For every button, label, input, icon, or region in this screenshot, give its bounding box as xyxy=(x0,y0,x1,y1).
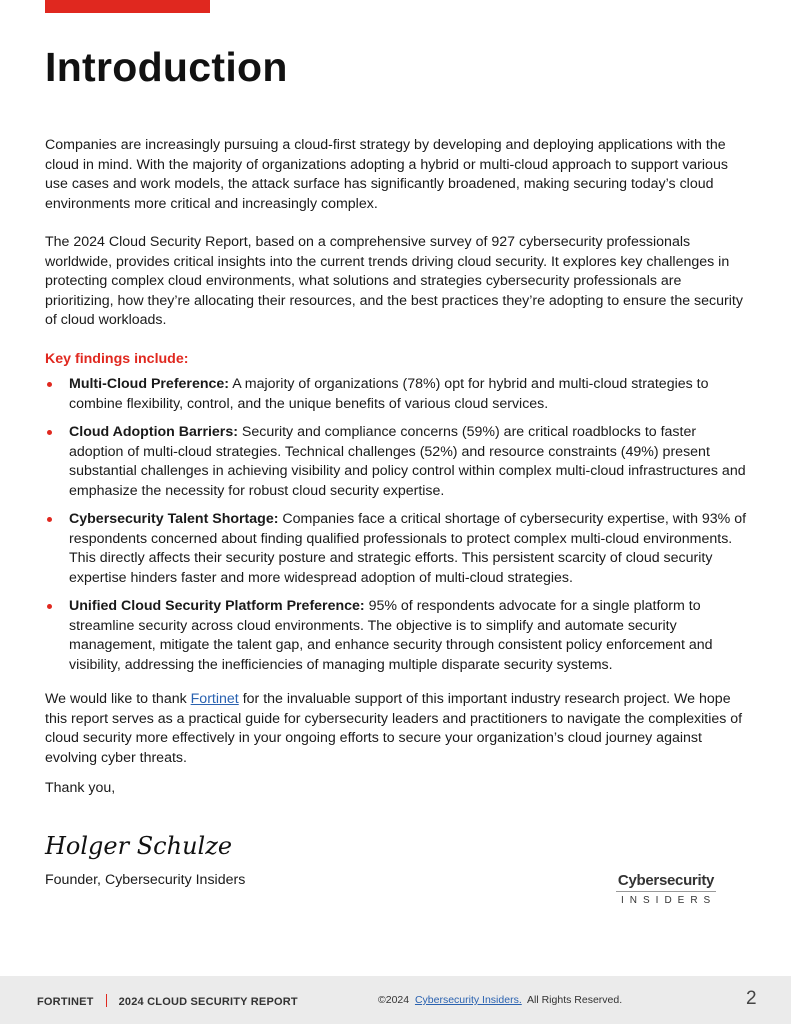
list-item xyxy=(45,423,750,501)
footer-divider xyxy=(106,994,107,1007)
finding-text: Companies face a critical shortage of cybersecurity expertise, with 93% of respondents concerned about finding qualified professionals to protect complex multi-cloud environments. This directly affects their security posture and strategic efforts. This persistent scarcity of cloud security expertise hinders faster and more widespread adoption of multi-cloud strategies. xyxy=(69,511,747,586)
fortinet-link[interactable]: Fortinet xyxy=(190,691,239,707)
footer-brand: FORTINET xyxy=(37,996,94,1008)
report-paragraph: The 2024 Cloud Security Report, based on a comprehensive survey of 927 cybersecurity professionals worldwide, provides critical insights into the current trends driving cloud security. It explores key challenges in protecting complex cloud environments, what solutions and strategies cybersecurity professionals are prioritizing, how they’re allocating their resources, and the best practices they’re adopting to ensure the security of cloud workloads. xyxy=(45,234,743,328)
footer-left xyxy=(37,994,298,1008)
footer-report-title: 2024 CLOUD SECURITY REPORT xyxy=(118,996,298,1008)
list-item xyxy=(45,375,750,414)
cybersecurity-insiders-logo xyxy=(616,872,716,906)
page-number: 2 xyxy=(746,988,757,1009)
finding-title: Cloud Adoption Barriers: xyxy=(69,424,238,440)
finding-title: Unified Cloud Security Platform Preference: xyxy=(69,598,365,614)
logo-line1: Cybersecurity xyxy=(616,872,716,892)
key-findings-heading: Key findings include: xyxy=(45,350,189,367)
rights-text: All Rights Reserved. xyxy=(527,994,623,1006)
logo-line2: INSIDERS xyxy=(621,895,717,906)
finding-text: 95% of respondents advocate for a single platform to streamline security across cloud environments. The objective is to simplify and automate security management, mitigate the talent gap, and enhance security through consistent policy enforcement and visibility, addressing the inefficiencies of managing multiple disparate security systems. xyxy=(69,598,713,673)
thanks-text: for the invaluable support of this important industry research project. We hope this report serves as a practical guide for cybersecurity leaders and practitioners to navigate the complexities of cloud security more effectively in your ongoing efforts to secure your organization’s cloud journey against evolving cyber threats. xyxy=(45,691,743,766)
finding-text: A majority of organizations (78%) opt for hybrid and multi-cloud strategies to combine flexibility, control, and the unique benefits of various cloud services. xyxy=(69,376,709,412)
finding-text: Security and compliance concerns (59%) are critical roadblocks to faster adoption of multi-cloud strategies. Technical challenges (52%) and resource constraints (49%) present substantial challenges in achieving visibility and policy control within complex multi-cloud infrastructures and emphasize the necessity for robust cloud security expertise. xyxy=(69,424,746,499)
cybersecurity-insiders-link[interactable]: Cybersecurity Insiders. xyxy=(414,994,522,1006)
signature: Holger Schulze xyxy=(45,832,233,860)
closing: Thank you, xyxy=(45,780,116,796)
bullet-icon xyxy=(47,604,52,609)
header-accent-bar xyxy=(45,0,210,13)
thanks-text: We would like to thank xyxy=(45,691,191,707)
finding-title: Multi-Cloud Preference: xyxy=(69,376,230,392)
bullet-icon xyxy=(47,517,52,522)
footer-copyright xyxy=(378,994,622,1006)
intro-paragraph: Companies are increasingly pursuing a cloud-first strategy by developing and deploying applications with the cloud in mind. With the majority of organizations adopting a hybrid or multi-cloud approach to support various use cases and work models, the attack surface has significantly broadened, making securing today’s cloud environments more critical and increasingly complex. xyxy=(45,137,728,212)
finding-title: Cybersecurity Talent Shortage: xyxy=(69,511,279,527)
copyright-year: ©2024 xyxy=(378,994,410,1006)
bullet-icon xyxy=(47,430,52,435)
thanks-paragraph xyxy=(45,690,750,768)
page-footer xyxy=(0,976,791,1024)
founder-title: Founder, Cybersecurity Insiders xyxy=(45,872,246,888)
page-title: Introduction xyxy=(45,44,288,90)
findings-list xyxy=(45,375,750,675)
body-content xyxy=(45,136,750,818)
list-item xyxy=(45,597,750,675)
list-item xyxy=(45,510,750,588)
bullet-icon xyxy=(47,382,52,387)
